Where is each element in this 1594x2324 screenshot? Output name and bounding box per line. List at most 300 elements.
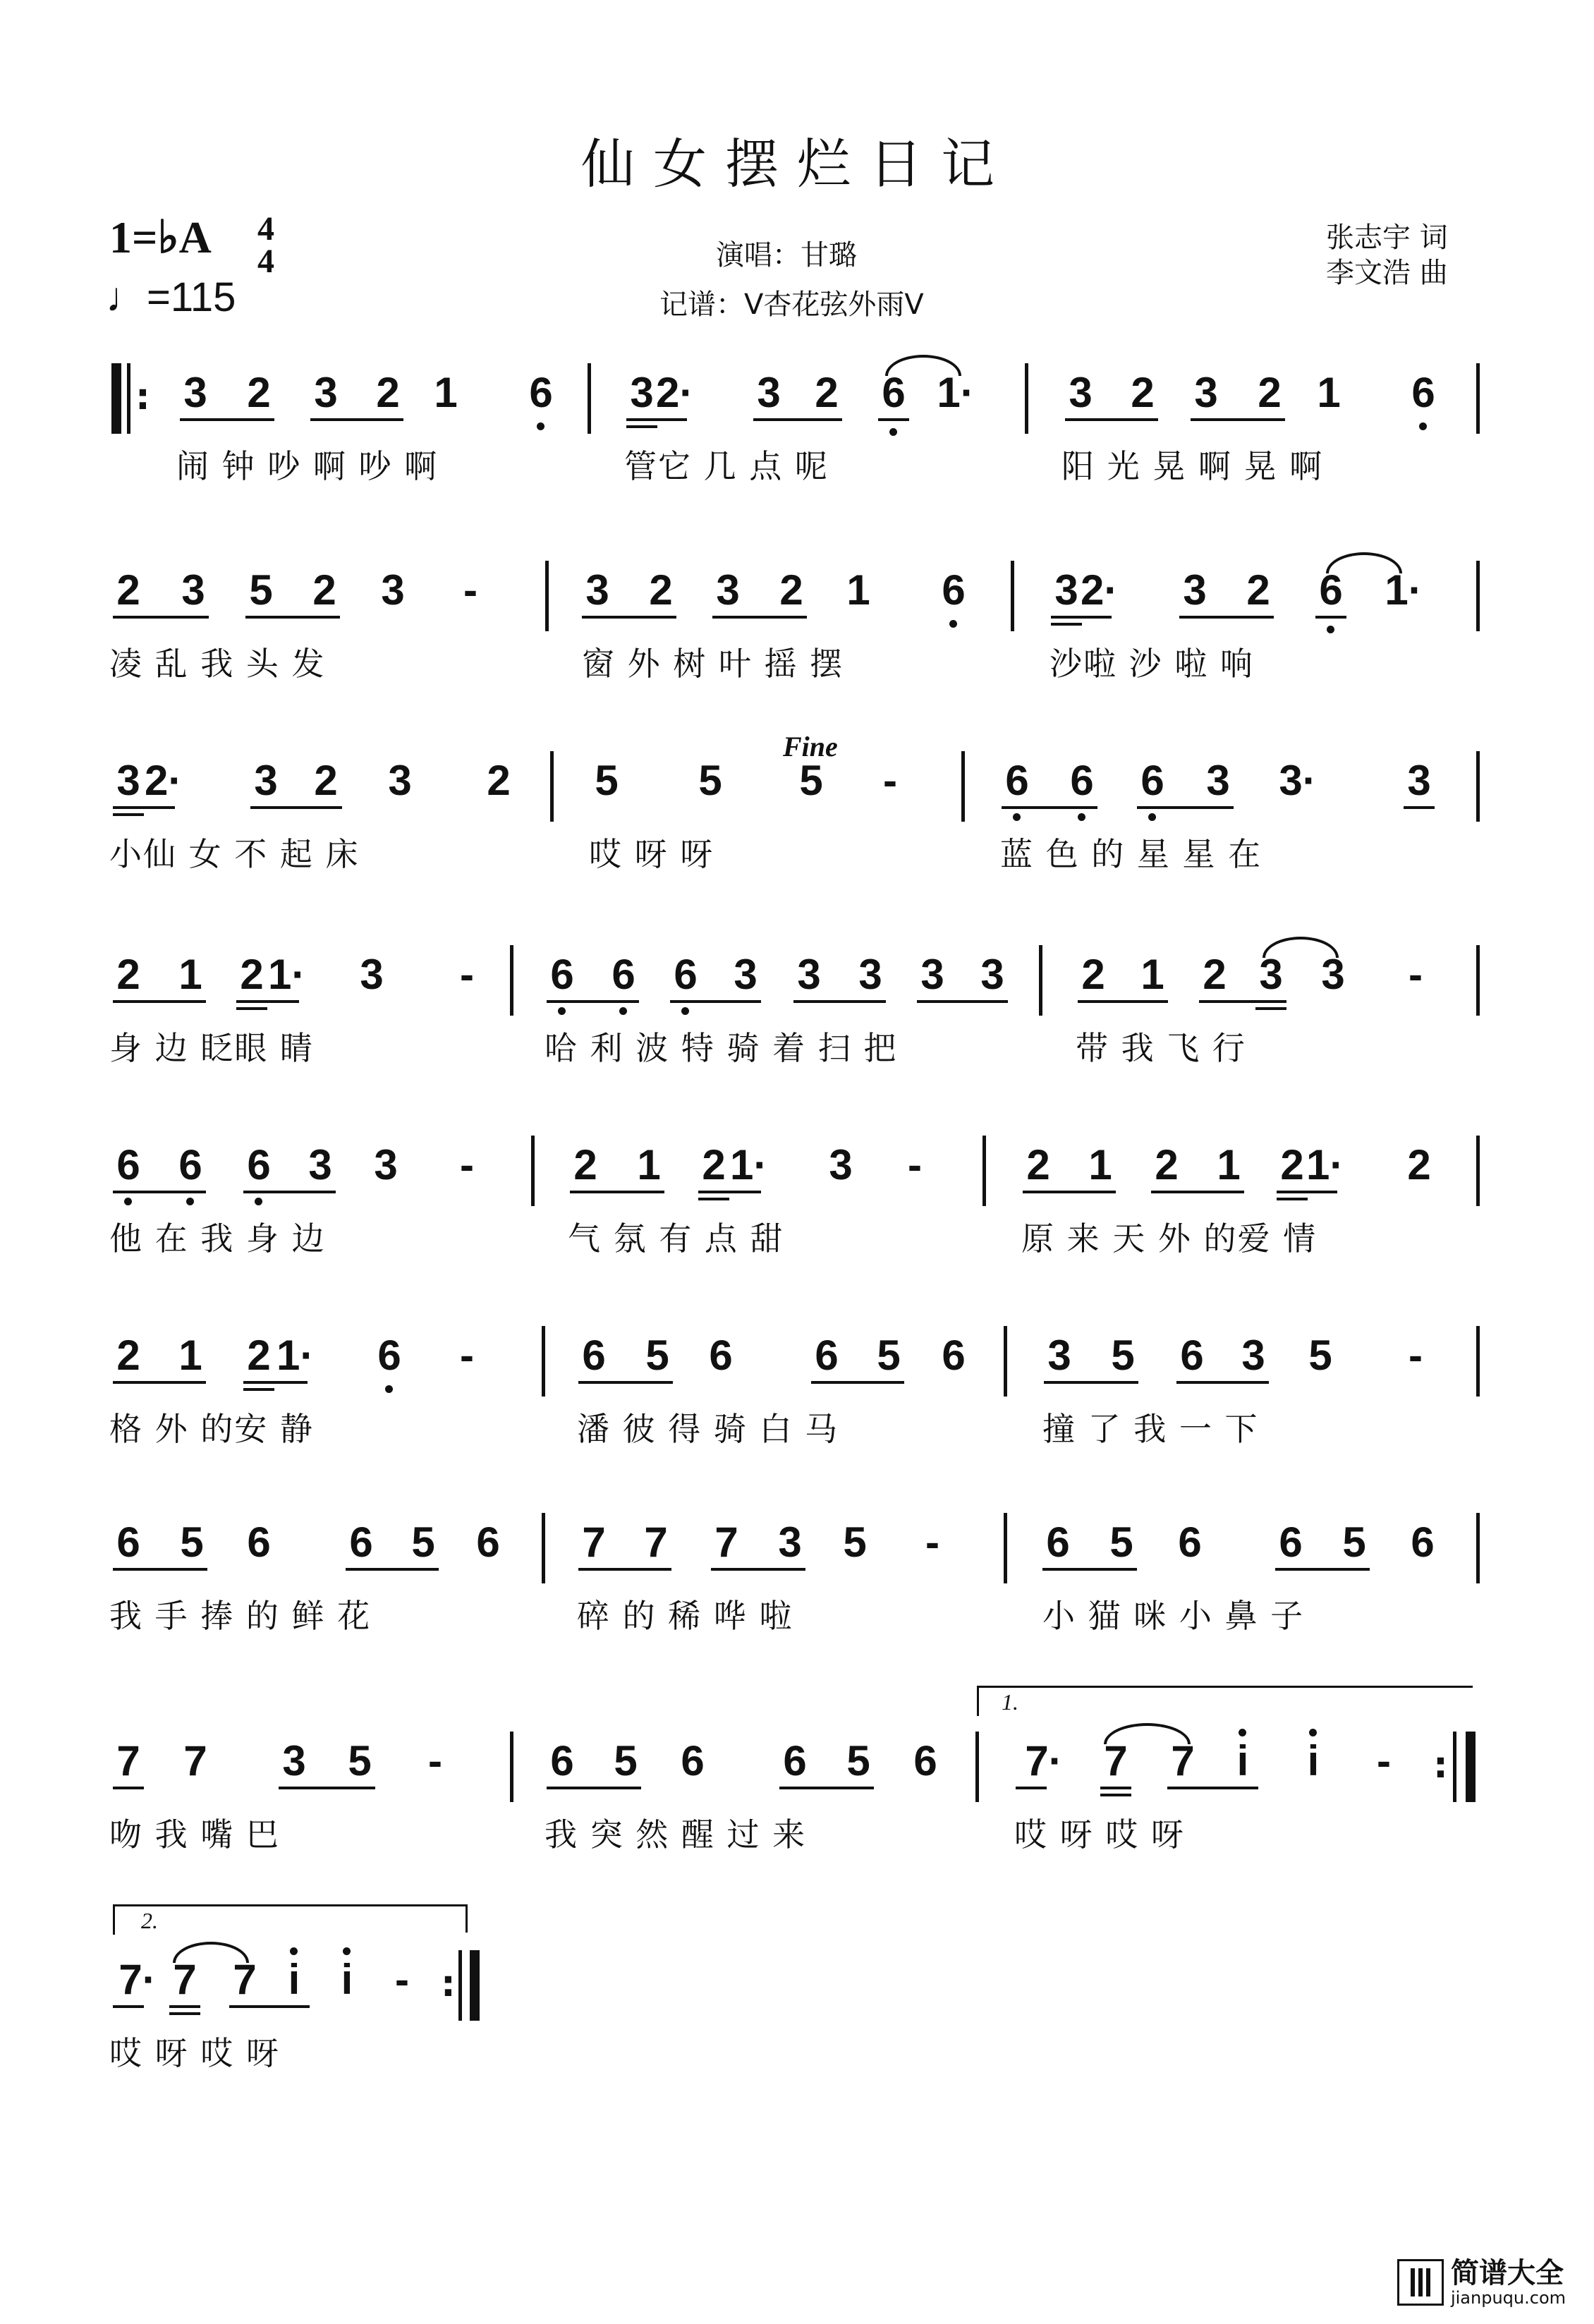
tempo-marking: ♩=115 (106, 274, 236, 320)
underline (310, 418, 403, 421)
note: 2 (779, 566, 803, 614)
note: 2 (702, 1141, 726, 1188)
lyric-line: 阳 光 晃 啊 晃 啊 (1061, 447, 1324, 485)
lyric-line: 吻 我 嘴 巴 (109, 1815, 280, 1854)
note: 6 (1319, 566, 1343, 614)
lyric-line: 我 手 捧 的 鲜 花 (109, 1597, 372, 1635)
repeat-dots: : (135, 376, 150, 418)
note: 6 (674, 951, 698, 998)
underline (113, 1381, 206, 1384)
lyric-line: 哎 呀 呀 (589, 835, 714, 873)
note: i (1236, 1737, 1249, 1784)
note: 6 (815, 1332, 839, 1379)
note: 6 (349, 1519, 373, 1566)
note: 6 (942, 566, 966, 614)
note: 6 (1180, 1332, 1204, 1379)
barline (1476, 751, 1480, 822)
note: 2 (1407, 1141, 1431, 1188)
barline (510, 1732, 513, 1802)
logo-name: 简谱大全 (1450, 2257, 1564, 2289)
note: 5 (799, 757, 823, 804)
barline (1476, 561, 1480, 631)
note: 6 (476, 1519, 500, 1566)
song-title: 仙女摆烂日记 (581, 133, 1013, 195)
barline (1453, 1732, 1456, 1802)
note: - (1377, 1737, 1391, 1784)
note: 7 (1104, 1737, 1128, 1784)
lyric-line: 他 在 我 身 边 (109, 1219, 326, 1258)
lyric-line: 身 边 眨眼 睛 (109, 1029, 314, 1067)
note: 6 (247, 1141, 271, 1188)
underline (113, 2005, 144, 2008)
low-octave-dot (385, 1385, 393, 1393)
note: 1 (434, 369, 458, 416)
note: 1 (1140, 951, 1164, 998)
underline (547, 1000, 639, 1003)
note: 5 (1111, 1332, 1135, 1379)
low-octave-dot (124, 1198, 132, 1205)
note: 3 (388, 757, 412, 804)
note: 5 (614, 1737, 638, 1784)
underline (1255, 1007, 1286, 1010)
low-octave-dot (949, 620, 957, 628)
underline (243, 1388, 274, 1391)
note: 6 (1178, 1519, 1202, 1566)
note: 6 (942, 1332, 966, 1379)
underline (113, 1000, 206, 1003)
note: 7 (714, 1519, 738, 1566)
key-signature: 1=♭A (109, 212, 212, 262)
time-signature-top: 4 (257, 210, 274, 248)
note: 1 (1088, 1141, 1112, 1188)
underline (793, 1000, 886, 1003)
note: 2 (247, 1332, 271, 1379)
note: 6 (178, 1141, 202, 1188)
volta-label-2: 2. (141, 1908, 158, 1933)
low-octave-dot (889, 428, 897, 436)
underline (1051, 616, 1112, 619)
logo-url: jianpuqu.com (1450, 2288, 1566, 2308)
underline (245, 616, 340, 619)
note: - (908, 1141, 922, 1188)
note: 1· (937, 369, 975, 416)
note: 3 (1047, 1332, 1071, 1379)
note: 2 (649, 566, 673, 614)
low-octave-dot (1419, 422, 1427, 430)
lyric-line: 撞 了 我 一 下 (1042, 1410, 1259, 1448)
note: 2 (487, 757, 511, 804)
note: 3 (116, 757, 140, 804)
barline (550, 751, 554, 822)
note: 7· (1025, 1737, 1063, 1784)
lyric-line: 哎 呀 哎 呀 (109, 2034, 280, 2072)
note: 6 (1279, 1519, 1303, 1566)
underline (570, 1191, 664, 1193)
note: 6 (612, 951, 635, 998)
low-octave-dot (537, 422, 544, 430)
note: 2· (145, 757, 183, 804)
note: 7 (582, 1519, 606, 1566)
note: 5 (411, 1519, 435, 1566)
underline (547, 1787, 641, 1789)
note: 3 (920, 951, 944, 998)
note: 6 (116, 1141, 140, 1188)
note: 6 (709, 1332, 733, 1379)
underline (113, 1787, 144, 1789)
note: 1· (1306, 1141, 1344, 1188)
barline (1476, 1513, 1480, 1583)
lyric-line: 蓝 色 的 星 星 在 (1000, 835, 1263, 873)
lyric-line: 气 氛 有 点 甜 (568, 1219, 784, 1258)
underline (1016, 1787, 1047, 1789)
note: 6 (783, 1737, 807, 1784)
note: 3 (360, 951, 384, 998)
lyric-line: 沙啦 沙 啦 响 (1050, 645, 1254, 683)
note: 2 (1203, 951, 1227, 998)
note: 2 (312, 566, 336, 614)
note: 7 (183, 1737, 207, 1784)
high-octave-dot (343, 1947, 351, 1955)
underline (1078, 1000, 1168, 1003)
underline (1100, 1787, 1131, 1789)
score-row-5 (0, 1136, 1594, 1326)
low-octave-dot (1013, 813, 1021, 821)
note: 3 (1241, 1332, 1265, 1379)
note: 6 (116, 1519, 140, 1566)
low-octave-dot (619, 1007, 627, 1015)
volta-bracket-1 (977, 1686, 1473, 1716)
barline (975, 1732, 979, 1802)
note: 6 (1005, 757, 1029, 804)
composer-credit: 李文浩 曲 (1326, 257, 1448, 289)
note: - (395, 1956, 409, 2003)
repeat-end-bar (1466, 1732, 1476, 1802)
note: - (460, 951, 474, 998)
note: 5 (698, 757, 722, 804)
barline (458, 1950, 462, 2021)
lyric-line: 碎 的 稀 哗 啦 (577, 1597, 793, 1635)
underline (626, 425, 657, 428)
score-row-7 (0, 1513, 1594, 1703)
note: 1 (1217, 1141, 1241, 1188)
underline (917, 1000, 1008, 1003)
time-signature-bottom: 4 (257, 243, 274, 280)
note: 5 (249, 566, 273, 614)
underline (346, 1568, 439, 1571)
note: i (341, 1956, 353, 2003)
underline (779, 1787, 874, 1789)
note: 3 (858, 951, 882, 998)
note: 6 (1046, 1519, 1070, 1566)
note: 3 (980, 951, 1004, 998)
note: 6 (681, 1737, 705, 1784)
note: 7 (116, 1737, 140, 1784)
barline (588, 363, 591, 434)
note: 3 (1259, 951, 1283, 998)
underline (753, 418, 842, 421)
repeat-dots: : (1433, 1744, 1448, 1787)
lyric-line: 格 外 的安 静 (109, 1410, 314, 1448)
note: 6 (529, 369, 553, 416)
note: 5 (645, 1332, 669, 1379)
note: 2· (1081, 566, 1119, 614)
lyric-line: 小 猫 咪 小 鼻 子 (1042, 1597, 1305, 1635)
note: 3 (1206, 757, 1230, 804)
lyric-line: 我 突 然 醒 过 来 (544, 1815, 807, 1854)
note: 3 (1069, 369, 1093, 416)
note: 1 (1317, 369, 1341, 416)
note: - (463, 566, 477, 614)
lyric-line: 哈 利 波 特 骑 着 扫 把 (544, 1029, 898, 1067)
note: - (460, 1141, 474, 1188)
note: 6 (247, 1519, 271, 1566)
underline (1137, 806, 1234, 809)
note: - (460, 1332, 474, 1379)
note: 3 (282, 1737, 306, 1784)
note: 5 (595, 757, 619, 804)
score-row-1 (0, 363, 1594, 554)
note: 5 (348, 1737, 372, 1784)
note: 6 (882, 369, 906, 416)
underline (711, 1568, 805, 1571)
note: 3 (757, 369, 781, 416)
underline (1199, 1000, 1286, 1003)
site-logo (1397, 2258, 1566, 2307)
note: 3 (778, 1519, 802, 1566)
underline (113, 616, 209, 619)
note: 1 (178, 1332, 202, 1379)
volta-bracket-end (466, 1904, 468, 1933)
note: 5 (843, 1519, 867, 1566)
note: 6 (1411, 1519, 1435, 1566)
note: 2 (314, 757, 338, 804)
score-row-6 (0, 1326, 1594, 1516)
barline (1476, 363, 1480, 434)
barline (1039, 945, 1042, 1016)
note: 1· (1385, 566, 1423, 614)
note: 6 (1140, 757, 1164, 804)
note: 2 (116, 951, 140, 998)
underline (811, 1381, 904, 1384)
note: - (925, 1519, 939, 1566)
underline (1100, 1794, 1131, 1796)
note: 7 (644, 1519, 668, 1566)
note: 3 (797, 951, 821, 998)
low-octave-dot (1148, 813, 1156, 821)
underline (236, 1000, 299, 1003)
note: 6 (913, 1737, 937, 1784)
transcriber-credit: 记谱：V杏花弦外雨V (659, 288, 924, 321)
barline (531, 1136, 535, 1206)
note: 2 (1246, 566, 1270, 614)
note: 1· (268, 951, 306, 998)
underline (670, 1000, 761, 1003)
note: 3 (308, 1141, 332, 1188)
underline (113, 1191, 206, 1193)
underline (169, 2012, 200, 2015)
underline (243, 1191, 336, 1193)
note: - (1409, 1332, 1423, 1379)
underline (1404, 806, 1435, 809)
note: 2 (240, 951, 264, 998)
note: 2 (1026, 1141, 1050, 1188)
note: 3 (585, 566, 609, 614)
underline (169, 2005, 200, 2008)
note: 3 (1321, 951, 1345, 998)
lyric-line: 小仙 女 不 起 床 (109, 835, 360, 873)
note: 1· (730, 1141, 768, 1188)
underline (1044, 1381, 1138, 1384)
underline (578, 1381, 673, 1384)
underline (878, 418, 909, 421)
high-octave-dot (290, 1947, 298, 1955)
note: 2 (815, 369, 839, 416)
barline (1004, 1513, 1007, 1583)
underline (1042, 1568, 1137, 1571)
underline (1275, 1568, 1370, 1571)
note: 7 (233, 1956, 257, 2003)
barline (1476, 1136, 1480, 1206)
note: 3 (1194, 369, 1218, 416)
low-octave-dot (186, 1198, 194, 1205)
note: 3 (381, 566, 405, 614)
lyricist-credit: 张志宇 词 (1326, 221, 1448, 254)
low-octave-dot (558, 1007, 566, 1015)
note: 3 (314, 369, 338, 416)
barline (961, 751, 965, 822)
note: 2 (1131, 369, 1155, 416)
lyric-line: 带 我 飞 行 (1076, 1029, 1246, 1067)
note: 3 (181, 566, 205, 614)
score-row-9 (0, 1908, 1594, 2141)
repeat-dots: : (441, 1963, 456, 2005)
lyric-line: 原 来 天 外 的爱 情 (1021, 1219, 1318, 1258)
barline (1476, 1326, 1480, 1397)
note: 1 (178, 951, 202, 998)
note: 3 (254, 757, 278, 804)
note: 2 (1258, 369, 1282, 416)
lyric-line: 管它 几 点 呢 (624, 447, 829, 485)
underline (712, 616, 807, 619)
lyric-line: 凌 乱 我 头 发 (109, 645, 326, 683)
low-octave-dot (1327, 626, 1334, 633)
note: 2 (1081, 951, 1105, 998)
note: 2 (573, 1141, 597, 1188)
underline (1277, 1198, 1308, 1200)
underline (698, 1198, 729, 1200)
note: 2 (376, 369, 400, 416)
volta-label-1: 1. (1002, 1689, 1018, 1715)
note: i (288, 1956, 300, 2003)
note: 5 (877, 1332, 901, 1379)
note: - (1409, 951, 1423, 998)
high-octave-dot (1309, 1729, 1317, 1736)
note: 6 (1070, 757, 1094, 804)
low-octave-dot (255, 1198, 262, 1205)
lyric-line: 潘 彼 得 骑 白 马 (577, 1410, 839, 1448)
note: 5 (1342, 1519, 1366, 1566)
note: 7 (173, 1956, 197, 2003)
underline (1277, 1191, 1337, 1193)
repeat-end-bar (470, 1950, 480, 2021)
barline (510, 945, 513, 1016)
note: 3 (716, 566, 740, 614)
underline (1191, 418, 1285, 421)
underline (578, 1568, 671, 1571)
low-octave-dot (681, 1007, 689, 1015)
note: 2 (247, 369, 271, 416)
note: - (428, 1737, 442, 1784)
note: 6 (1411, 369, 1435, 416)
lyric-line: 哎 呀 哎 呀 (1014, 1815, 1185, 1854)
score-row-8 (0, 1689, 1594, 1922)
note: 6 (582, 1332, 606, 1379)
underline (1002, 806, 1097, 809)
underline (1051, 623, 1082, 626)
note: 1 (637, 1141, 661, 1188)
underline (1023, 1191, 1116, 1193)
score-row-4 (0, 945, 1594, 1136)
note: 3 (183, 369, 207, 416)
low-octave-dot (1078, 813, 1085, 821)
score-row-2 (0, 561, 1594, 751)
note: 1 (846, 566, 870, 614)
note: 3 (374, 1141, 398, 1188)
note: 3 (1183, 566, 1207, 614)
note: 3 (829, 1141, 853, 1188)
underline (698, 1191, 761, 1193)
note: 5 (1109, 1519, 1133, 1566)
underline (1167, 1787, 1258, 1789)
note: 1· (276, 1332, 315, 1379)
underline (1065, 418, 1158, 421)
note: 3· (1279, 757, 1317, 804)
barline (1025, 363, 1028, 434)
fine-marking: Fine (783, 731, 838, 762)
underline (1176, 1381, 1269, 1384)
barline (127, 363, 130, 434)
note: 7· (118, 1956, 157, 2003)
underline (1315, 616, 1346, 619)
underline (236, 1007, 267, 1010)
score-row-3 (0, 731, 1594, 942)
underline (279, 1787, 375, 1789)
note: i (1307, 1737, 1320, 1784)
underline (1179, 616, 1274, 619)
lyric-line: 闹 钟 吵 啊 吵 啊 (176, 447, 439, 485)
barline (982, 1136, 986, 1206)
note: 3 (1054, 566, 1078, 614)
note: 3 (630, 369, 654, 416)
lyric-line: 窗 外 树 叶 摇 摆 (582, 645, 844, 683)
underline (113, 806, 175, 809)
note: 5 (180, 1519, 204, 1566)
note: 2· (656, 369, 694, 416)
volta-bracket-2 (113, 1904, 468, 1935)
note: 6 (550, 1737, 574, 1784)
note: 5 (1308, 1332, 1332, 1379)
piano-keys-icon (1397, 2259, 1444, 2306)
underline (582, 616, 676, 619)
note: 2 (116, 1332, 140, 1379)
underline (250, 806, 342, 809)
note: 6 (550, 951, 574, 998)
underline (229, 2005, 310, 2008)
repeat-start-bar (111, 363, 121, 434)
barline (545, 561, 549, 631)
note: 2 (116, 566, 140, 614)
note: - (883, 757, 897, 804)
